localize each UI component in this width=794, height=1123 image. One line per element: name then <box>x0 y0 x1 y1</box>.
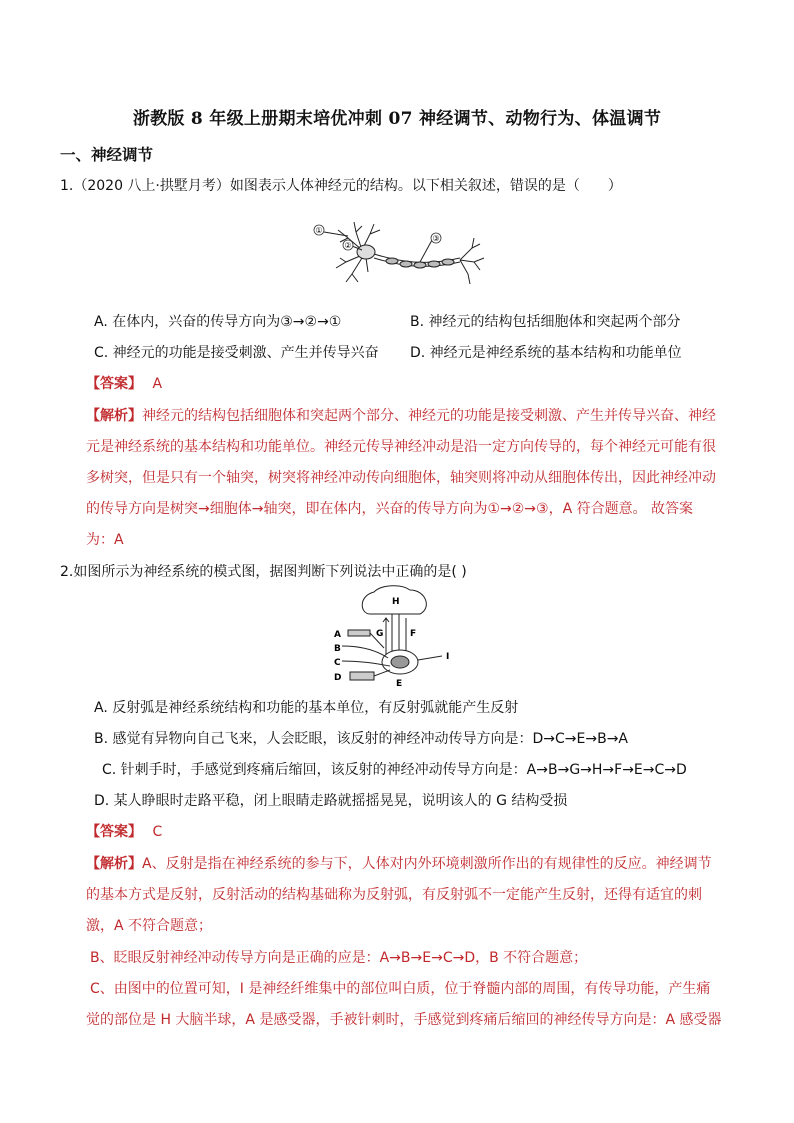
answer-tag: 【答案】 <box>86 824 142 840</box>
label-i: I <box>446 652 450 662</box>
document-title: 浙教版 8 年级上册期末培优冲刺 07 神经调节、动物行为、体温调节 <box>132 109 662 129</box>
q1-option-b: B. 神经元的结构包括细胞体和突起两个部分 <box>410 314 681 330</box>
nervous-system-diagram <box>330 584 470 688</box>
q2-analysis-line-4: B、眨眼反射神经冲动传导方向是正确的应是：A→B→E→C→D，B 不符合题意； <box>90 950 588 966</box>
section-heading: 一、神经调节 <box>60 146 154 164</box>
q2-option-d: D. 某人睁眼时走路平稳，闭上眼睛走路就摇摇晃晃，说明该人的 G 结构受损 <box>94 793 568 809</box>
q1-answer <box>86 373 162 393</box>
q1-analysis-line-5: 为：A <box>86 532 124 548</box>
q1-stem: 1.（2020 八上·拱墅月考）如图表示人体神经元的结构。以下相关叙述，错误的是（ ） <box>60 178 622 194</box>
neuron-label-1: ① <box>315 226 323 235</box>
answer-value: A <box>152 376 163 392</box>
q1-option-a: A. 在体内，兴奋的传导方向为③→②→① <box>94 314 342 330</box>
label-g: G <box>376 629 384 639</box>
label-h: H <box>392 597 400 607</box>
q1-analysis-line-4: 的传导方向是树突→细胞体→轴突，即在体内，兴奋的传导方向为①→②→③，A 符合题意。 故答案 <box>86 501 694 517</box>
q2-analysis-line-3: 激，A 不符合题意； <box>86 918 213 934</box>
answer-tag: 【答案】 <box>86 376 142 392</box>
q1-analysis-line-3: 多树突，但是只有一个轴突，树突将神经冲动传向细胞体，轴突则将冲动从细胞体传出，因此神经冲动 <box>86 470 716 486</box>
q2-analysis-line-1 <box>86 853 712 873</box>
answer-value: C <box>152 824 163 840</box>
q2-analysis-line-2: 的基本方式是反射，反射活动的结构基础称为反射弧，有反射弧不一定能产生反射，还得有适宜的刺 <box>86 887 702 903</box>
q2-option-a: A. 反射弧是神经系统结构和功能的基本单位，有反射弧就能产生反射 <box>94 700 519 716</box>
label-e: E <box>396 679 403 688</box>
neuron-label-3: ③ <box>432 234 440 243</box>
analysis-tag: 【解析】 <box>86 408 142 424</box>
label-c: C <box>334 658 341 668</box>
analysis-text: A、反射是指在神经系统的参与下，人体对内外环境刺激所作出的有规律性的反应。神经调节 <box>142 856 712 872</box>
analysis-tag: 【解析】 <box>86 856 142 872</box>
q2-analysis-line-5: C、由图中的位置可知，I 是神经纤维集中的部位叫白质，位于脊髓内部的周围，有传导功能，产生痛 <box>90 981 711 997</box>
label-d: D <box>334 673 342 683</box>
q1-option-d: D. 神经元是神经系统的基本结构和功能单位 <box>410 345 682 361</box>
analysis-text: 神经元的结构包括细胞体和突起两个部分、神经元的功能是接受刺激、产生并传导兴奋、神经 <box>142 408 716 424</box>
q1-analysis-line-2: 元是神经系统的基本结构和功能单位。神经元传导神经冲动是沿一定方向传导的，每个神经元可能有很 <box>86 439 716 455</box>
q2-option-c: C. 针刺手时，手感觉到疼痛后缩回，该反射的神经冲动传导方向是：A→B→G→H→F→E→C→D <box>102 762 687 778</box>
q2-stem: 2.如图所示为神经系统的模式图，据图判断下列说法中正确的是( ) <box>60 564 467 580</box>
neuron-label-2: ② <box>344 241 352 250</box>
q1-analysis-line-1 <box>86 405 716 425</box>
label-a: A <box>334 630 341 640</box>
q1-option-c: C. 神经元的功能是接受刺激、产生并传导兴奋 <box>94 345 379 361</box>
q2-option-b: B. 感觉有异物向自己飞来，人会眨眼，该反射的神经冲动传导方向是：D→C→E→B→A <box>94 731 629 747</box>
q2-answer <box>86 821 162 841</box>
label-b: B <box>334 644 341 654</box>
q2-analysis-line-6: 觉的部位是 H 大脑半球，A 是感受器，手被针刺时，手感觉到疼痛后缩回的神经传导方向是：A 感受器 <box>86 1012 722 1028</box>
label-f: F <box>410 629 417 639</box>
neuron-diagram <box>310 218 488 290</box>
